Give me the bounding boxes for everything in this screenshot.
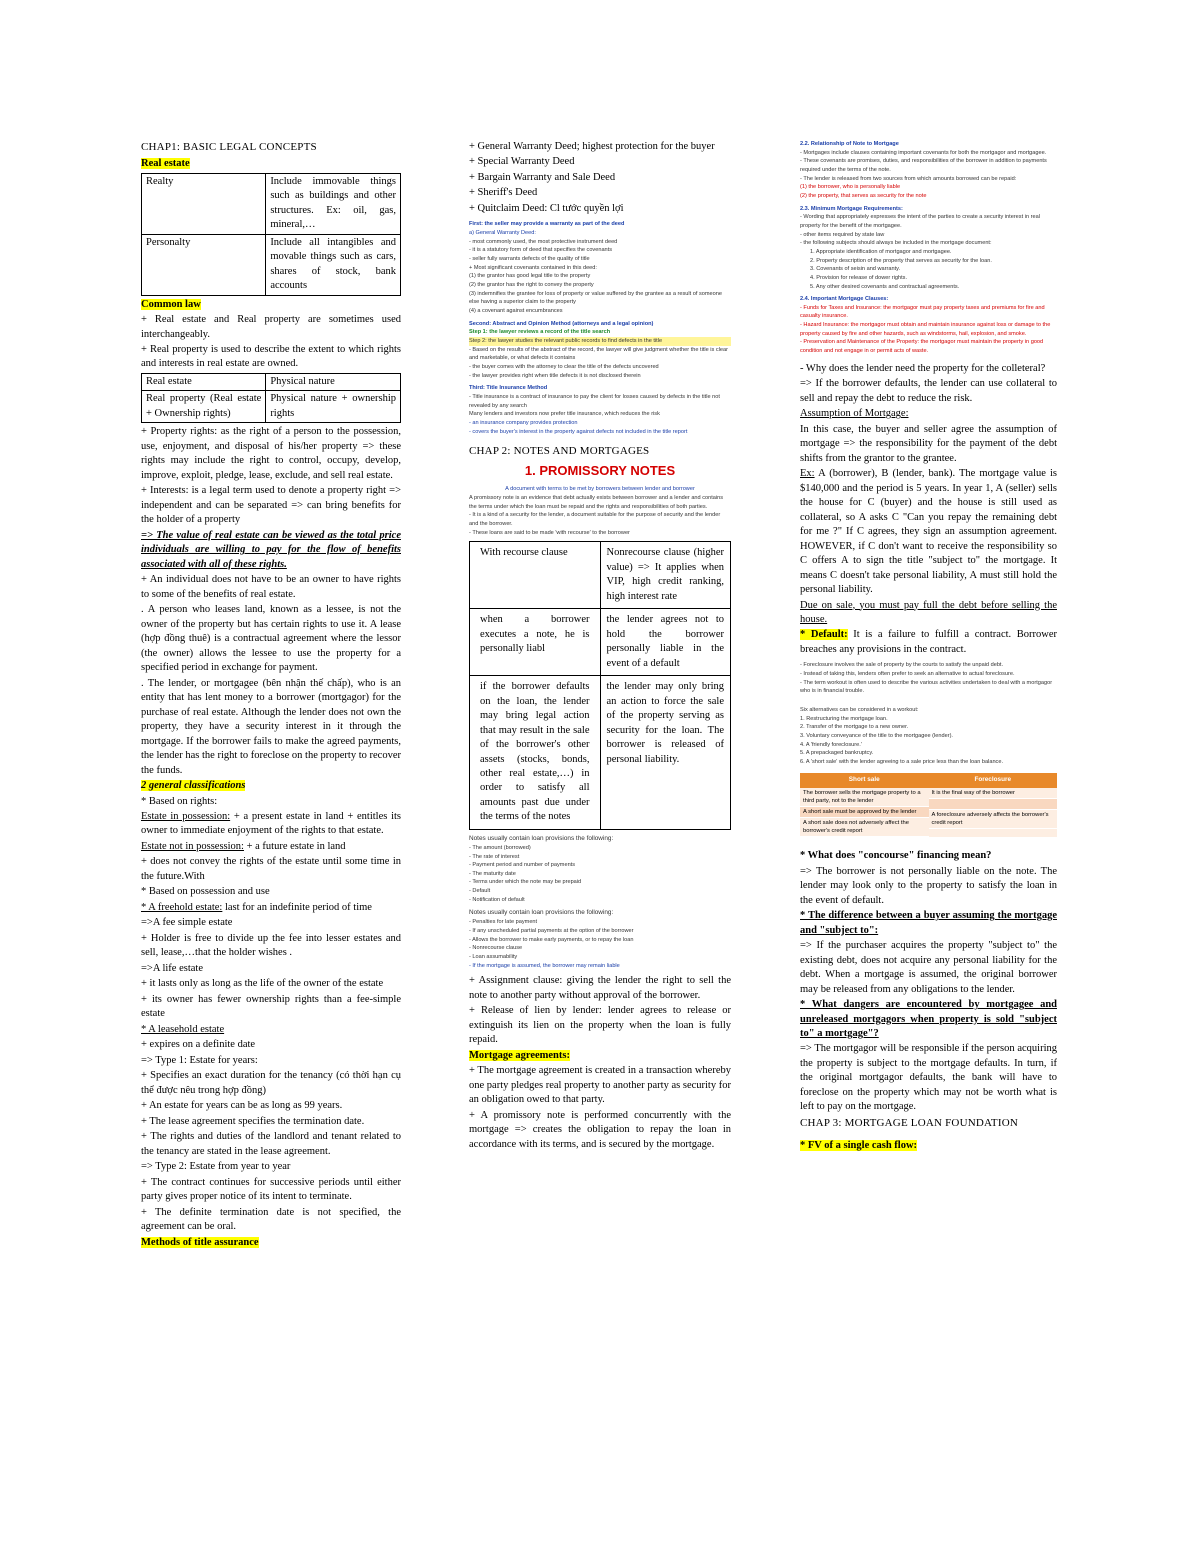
screenshot-line: - The rate of interest bbox=[469, 853, 520, 860]
table-row bbox=[142, 234, 401, 295]
short-sale-vs-foreclosure-table bbox=[800, 773, 1057, 838]
screenshot-line: a) General Warranty Deed: bbox=[469, 230, 536, 237]
screenshot-line: A document with terms to be met by borrowers between lender and borrower bbox=[505, 486, 695, 493]
paragraph bbox=[141, 840, 401, 854]
real-estate-property-table bbox=[141, 373, 401, 423]
screenshot-line: 4. Provision for release of dower rights. bbox=[810, 274, 908, 281]
screenshot-line: - Based on the results of the abstract of the record, the lawyer will give judgment whether the title is clear and marketable, or what defects it contains bbox=[469, 346, 728, 362]
paragraph-text: + a future estate in land bbox=[243, 840, 346, 852]
table-cell: Real property (Real estate + Ownership rights) bbox=[142, 391, 266, 423]
screenshot-line: - an insurance company provides protection bbox=[469, 419, 578, 426]
paragraph: * Based on possession and use bbox=[141, 886, 270, 898]
paragraph: + Real property is used to describe the extent to which rights and interests in real estate are owned. bbox=[141, 343, 401, 370]
screenshot-line: 2.2. Relationship of Note to Mortgage bbox=[800, 141, 899, 147]
screenshot-line: - most commonly used, the most protective instrument deed bbox=[469, 238, 618, 245]
screenshot-line: - The term workout is often used to describe the various activities undertaken to deal with a mortgagor who is in financial trouble. bbox=[800, 679, 1053, 695]
paragraph: In this case, the buyer and seller agree the assumption of mortgage => the responsibility for the payment of the debt shifts from the grantor to the grantee. bbox=[800, 423, 1057, 464]
screenshot-line: - Instead of taking this, lenders often prefer to seek an alternative to actual foreclosure. bbox=[800, 671, 1015, 678]
table-row: A short sale must be approved by the lender bbox=[800, 807, 929, 818]
question: * What does "concourse" financing mean? bbox=[800, 850, 992, 862]
paragraph: + Assignment clause: giving the lender the right to sell the note to another party without approval of the borrower. bbox=[469, 975, 731, 1001]
paragraph-text: It is a failure to fulfill a contract. Borrower breaches any provisions in the contract. bbox=[800, 629, 1057, 655]
table-row: A foreclosure adversely affects the borrower's credit report bbox=[929, 810, 1058, 829]
paragraph: + Holder is free to divide up the fee into lesser estates and sell, lease,…that the holder wishes . bbox=[141, 932, 401, 959]
paragraph: + The rights and duties of the landlord and tenant related to the tenancy are stated in the lease agreement. bbox=[141, 1131, 401, 1157]
foreclosure-column bbox=[929, 773, 1058, 838]
paragraph: => Type 1: Estate for years: bbox=[141, 1054, 258, 1066]
promissory-notes-screenshot bbox=[469, 485, 731, 537]
assumption-heading: Assumption of Mortgage: bbox=[800, 408, 909, 420]
paragraph: + Property rights: as the right of a person to the possession, use, enjoyment, and disposal of his/her property => these rights may include the right to control, occupy, develop, improve, exploit, pledge, lease, exclude, and sell real estate. bbox=[141, 426, 401, 481]
screenshot-line: 5. Any other desired covenants and contractual agreements. bbox=[810, 283, 960, 290]
paragraph: + Real estate and Real property are sometimes used interchangeably. bbox=[141, 314, 401, 340]
screenshot-line: - other items required by state law bbox=[800, 231, 885, 238]
paragraph: + its owner has fewer ownership rights than a fee-simple estate bbox=[141, 993, 401, 1020]
table-row: The borrower sells the mortgage property to a third party, not to the lender bbox=[800, 788, 929, 807]
table-cell: if the borrower defaults on the loan, the lender may bring legal action that may result in the sale of the borrower's other assets (stocks, bonds, other real estate,…) in order to satisfy all amounts past due under the terms of the notes bbox=[470, 676, 601, 830]
table-cell: Include all intangibles and movable things such as cars, shares of stock, bank accounts bbox=[266, 234, 401, 295]
paragraph: + A promissory note is performed concurrently with the mortgage => creates the obligation to repay the loan in accordance with its terms, and is secured by the mortgage. bbox=[469, 1109, 731, 1150]
recourse-table bbox=[469, 541, 731, 830]
screenshot-line: (2) the grantor has the right to convey the property bbox=[469, 282, 594, 289]
promissory-notes-title: 1. PROMISSORY NOTES bbox=[524, 463, 676, 479]
note-provisions-screenshot-2 bbox=[469, 908, 731, 970]
mortgage-clauses-screenshot bbox=[800, 140, 1057, 356]
table-row bbox=[142, 173, 401, 234]
paragraph-text: + a present estate in land + entitles its owner to immediate enjoyment of the rights to that estate. bbox=[141, 811, 401, 837]
screenshot-line: 1. Appropriate identification of mortgagor and mortgagee. bbox=[810, 248, 952, 255]
screenshot-line: - These loans are said to be made 'with recourse' to the borrower bbox=[469, 529, 630, 536]
screenshot-line: - These covenants are promises, duties, and responsibilities of the borrower in addition to payments required under the terms of the note. bbox=[800, 158, 1047, 173]
question: * What dangers are encountered by mortgagee and unreleased mortgagors when property is sold "subject to" a mortgage"? bbox=[800, 999, 1057, 1039]
paragraph: + does not convey the rights of the estate until some time in the future.With bbox=[141, 856, 401, 882]
paragraph: + it lasts only as long as the life of the owner of the estate bbox=[141, 978, 384, 990]
chapter-3-title: CHAP 3: MORTGAGE LOAN FOUNDATION bbox=[800, 1116, 1018, 1129]
screenshot-line: 3. Voluntary conveyance of the title to the mortgagee (lender). bbox=[800, 733, 953, 740]
column-2 bbox=[469, 140, 731, 1153]
paragraph: + Bargain Warranty and Sale Deed bbox=[469, 171, 616, 183]
screenshot-line: Six alternatives can be considered in a workout: bbox=[800, 707, 919, 714]
screenshot-line: - The amount (borrowed) bbox=[469, 844, 531, 851]
paragraph: + Quitclaim Deed: Cl tước quyền lợi bbox=[469, 202, 624, 214]
paragraph: + The definite termination date is not specified, the agreement can be oral. bbox=[141, 1206, 401, 1233]
mortgage-agreements-heading: Mortgage agreements: bbox=[469, 1049, 570, 1061]
chapter-1-title: CHAP1: BASIC LEGAL CONCEPTS bbox=[141, 141, 317, 153]
paragraph: + Special Warranty Deed bbox=[469, 156, 575, 168]
screenshot-line: 5. A prepackaged bankruptcy. bbox=[800, 750, 874, 757]
screenshot-line: 2. Transfer of the mortgage to a new owner. bbox=[800, 724, 909, 731]
chapter-2-title: CHAP 2: NOTES AND MORTGAGES bbox=[469, 445, 650, 458]
paragraph: + Specifies an exact duration for the tenancy (có thời hạn cụ thể được nêu trong hợp đồng) bbox=[141, 1070, 401, 1096]
paragraph: . The lender, or mortgagee (bên nhận thế chấp), who is an entity that has lent money to a borrower (mortgagor) for the purchase of real estate. Although the lender does not own the property, they have a security interest in it through the mortgage. If the borrower fails to make the agreed payments, the lender has the right to foreclose on the property to recover the funds. bbox=[141, 677, 401, 776]
fv-heading: * FV of a single cash flow: bbox=[800, 1140, 918, 1152]
paragraph bbox=[800, 628, 1057, 657]
screenshot-heading: Notes usually contain loan provisions the following: bbox=[469, 834, 614, 842]
column-1 bbox=[141, 140, 401, 1251]
due-on-sale-text: Due on sale, you must pay full the debt before selling the house. bbox=[800, 599, 1057, 625]
screenshot-line: 4. A 'friendly foreclosure.' bbox=[800, 741, 862, 748]
screenshot-line: - Preservation and Maintenance of the Property: the mortgagor must maintain the property in good condition and not engage in or permit acts of waste. bbox=[800, 339, 1044, 355]
screenshot-line: (4) a covenant against encumbrances bbox=[469, 307, 563, 314]
paragraph: + An individual does not have to be an owner to have rights to some of the benefits of real estate. bbox=[141, 574, 401, 600]
screenshot-line: (1) the grantor has good legal title to the property bbox=[469, 273, 591, 280]
paragraph: - Why does the lender need the property for the colleteral? bbox=[800, 362, 1046, 374]
table-row bbox=[470, 609, 731, 676]
short-sale-header: Short sale bbox=[800, 773, 929, 788]
paragraph: + An estate for years can be as long as 99 years. bbox=[141, 1100, 343, 1112]
paragraph: =>A fee simple estate bbox=[141, 917, 233, 929]
table-cell: Include immovable things such as buildings and other structures. Ex: oil, gas, mineral,… bbox=[266, 173, 401, 234]
screenshot-line: - Loan assumability bbox=[469, 954, 518, 960]
screenshot-line: Many lenders and investors now prefer title insurance, which reduces the risk bbox=[469, 411, 660, 418]
paragraph: + The lease agreement specifies the termination date. bbox=[141, 1115, 365, 1127]
screenshot-line: - Nonrecourse clause bbox=[469, 945, 523, 952]
screenshot-line: - Hazard Insurance: the mortgagor must obtain and maintain insurance against loss or damage to the property caused by fire and other hazards, such as windstorms, hail, explosion, and smoke. bbox=[800, 322, 1051, 337]
screenshot-line: 6. A 'short sale' with the lender agreeing to a sale price less than the loan balance. bbox=[800, 759, 1004, 765]
paragraph: + The contract continues for successive periods until either party gives proper notice of its intent to terminate. bbox=[141, 1176, 401, 1203]
table-cell: Real estate bbox=[142, 373, 266, 390]
table-cell: when a borrower executes a note, he is personally liabl bbox=[470, 609, 601, 676]
screenshot-line: - If any unscheduled partial payments at the option of the borrower bbox=[469, 928, 634, 935]
question: * The difference between a buyer assuming the mortgage and "subject to": bbox=[800, 910, 1057, 936]
table-cell: With recourse clause bbox=[470, 542, 601, 609]
screenshot-line: - Terms under which the note may be prepaid bbox=[469, 879, 582, 886]
screenshot-line: - Funds for Taxes and Insurance: the mortgagor must pay property taxes and premiums for fire and casualty insurance. bbox=[800, 304, 1045, 320]
screenshot-line: - It is a kind of a security for the lender, a document suitable for the purpose of security and the lender and the borrower. bbox=[469, 512, 721, 527]
freehold-label: * A freehold estate: bbox=[141, 901, 223, 913]
paragraph bbox=[141, 810, 401, 839]
screenshot-line: - Wording that appropriately expresses the intent of the parties to create a security interest in real property for the benefit of the mortgagee. bbox=[800, 214, 1040, 229]
screenshot-line: 2.3. Minimum Mortgage Requirements: bbox=[800, 205, 903, 212]
screenshot-line: - Penalties for late payment bbox=[469, 919, 538, 926]
table-row bbox=[470, 542, 731, 609]
estate-in-possession-label: Estate in possession: bbox=[141, 811, 231, 822]
paragraph: * Based on rights: bbox=[141, 795, 218, 807]
note-provisions-screenshot bbox=[469, 834, 731, 905]
table-row: It is the final way of the borrower bbox=[929, 788, 1058, 799]
screenshot-line: 2. Property description of the property that serves as security for the loan. bbox=[810, 257, 992, 264]
screenshot-line: - Title insurance is a contract of insurance to pay the client for losses caused by defects in the title not revealed by any search bbox=[469, 393, 720, 409]
table-cell: Realty bbox=[142, 173, 266, 234]
table-row: A short sale does not adversely affect the borrower's credit report bbox=[800, 818, 929, 837]
screenshot-line: - the lawyer provides right when title defects it is not disclosed therein bbox=[469, 372, 641, 379]
screenshot-line: (2) the property, that serves as security for the note bbox=[800, 192, 927, 199]
column-3 bbox=[800, 140, 1057, 1155]
paragraph: + The mortgage agreement is created in a transaction whereby one party pledges real property to another party as security for an obligation owed to that party. bbox=[469, 1065, 731, 1106]
real-estate-heading: Real estate bbox=[141, 158, 190, 170]
screenshot-line: A promissory note is an evidence that debt actually exists between borrower and a lender and contains the terms under which the loan must be repaid and the rights and responsibilities of both parties. bbox=[469, 494, 724, 510]
screenshot-line: - seller fully warrants defects of the quality of title bbox=[469, 256, 590, 263]
default-label: * Default: bbox=[800, 629, 848, 641]
paragraph: + Release of lien by lender: lender agrees to release or extinguish its lien on the property when the loan is fully repaid. bbox=[469, 1005, 731, 1046]
example-label: Ex: bbox=[800, 468, 815, 480]
common-law-heading: Common law bbox=[141, 298, 201, 310]
screenshot-line: - it is a statutory form of deed that specifies the covenants bbox=[469, 247, 613, 254]
estate-not-in-possession-label: Estate not in possession: bbox=[141, 840, 244, 852]
paragraph: + General Warranty Deed; highest protection for the buyer bbox=[469, 141, 715, 152]
screenshot-line: - covers the buyer's interest in the property against defects not included in the title report bbox=[469, 428, 688, 435]
screenshot-line: Second: Abstract and Opinion Method (attorneys and a legal opinion) bbox=[469, 320, 654, 327]
short-sale-column bbox=[800, 773, 929, 838]
screenshot-line: First: the seller may provide a warranty as part of the deed bbox=[469, 221, 625, 228]
paragraph bbox=[800, 467, 1057, 597]
screenshot-line: 1. Restructuring the mortgage loan. bbox=[800, 715, 888, 722]
screenshot-line: Step 2: the lawyer studies the relevant public records to find defects in the title bbox=[469, 337, 731, 346]
paragraph-text: A (borrower), B (lender, bank). The mortgage value is $140,000 and the period is 5 years. In year 1, A (seller) sells the house for C (buyer) and the house is still used as collateral, so A asks C "Can you repay the remaining debt for me ?" If C agrees, they sign an assumption agreement. HOWEVER, if C don't want to receive the responsibility so C offers A to sign the title "subject to" the mortgage. It means C doesn't take personal liability, A must still hold the personal liability. bbox=[800, 468, 1057, 596]
table-row bbox=[929, 799, 1058, 810]
answer: => If the purchaser acquires the property "subject to" the existing debt, does not acquire any personal liability for the debt. When a mortgage is assumed, the original borrower may be released from any obligations to the lender. bbox=[800, 940, 1057, 995]
paragraph: =>A life estate bbox=[141, 962, 203, 974]
classifications-heading: 2 general classifications bbox=[141, 780, 246, 792]
screenshot-line: - The lender is released from two sources from which amounts borrowed can be repaid: bbox=[800, 175, 1017, 182]
screenshot-line: (1) the borrower, who is personally liable bbox=[800, 184, 901, 191]
paragraph: . A person who leases land, known as a lessee, is not the owner of the property but has certain rights to use it. A lease (hợp đồng thuê) is a contractual agreement where the lessor (the owner) allows the lessee to use the property for a specified period in exchange for payment. bbox=[141, 604, 401, 674]
title-assurance-screenshot bbox=[469, 220, 731, 436]
table-cell: the lender agrees not to hold the borrower personally liable in the event of a default bbox=[600, 609, 731, 676]
table-cell: the lender may only bring an action to force the sale of the property serving as security for the loan. The borrower is released of personal liability. bbox=[600, 676, 731, 830]
table-row bbox=[142, 373, 401, 390]
workout-alternatives-screenshot bbox=[800, 706, 1057, 767]
screenshot-line: (3) indemnifies the grantee for loss of property or value suffered by the grantee as a result of someone else having a superior claim to the property bbox=[469, 290, 722, 306]
paragraph: + expires on a definite date bbox=[141, 1039, 256, 1051]
paragraph-emphasis: => The value of real estate can be viewed as the total price individuals are willing to pay for the flow of benefits associated with all of these rights. bbox=[141, 529, 401, 570]
table-cell: Personalty bbox=[142, 234, 266, 295]
table-row bbox=[142, 391, 401, 423]
screenshot-line: - Payment period and number of payments bbox=[469, 862, 576, 869]
foreclosure-screenshot bbox=[800, 661, 1057, 696]
table-row bbox=[470, 676, 731, 830]
table-cell: Nonrecourse clause (higher value) => It applies when VIP, high credit ranking, high interest rate bbox=[600, 542, 731, 609]
screenshot-line: + Most significant covenants contained in this deed: bbox=[469, 264, 597, 271]
paragraph: + Sheriff's Deed bbox=[469, 187, 538, 199]
realty-personalty-table bbox=[141, 173, 401, 296]
screenshot-line: - Allows the borrower to make early payments, or to repay the loan bbox=[469, 936, 634, 943]
screenshot-line: - The maturity date bbox=[469, 870, 516, 877]
screenshot-line: Step 1: the lawyer reviews a record of the title search bbox=[469, 329, 611, 336]
screenshot-line: - the following subjects should always be included in the mortgage document: bbox=[800, 240, 992, 247]
paragraph-text: last for an indefinite period of time bbox=[222, 901, 372, 913]
screenshot-line: 3. Covenants of seisin and warranty. bbox=[810, 266, 901, 273]
table-cell: Physical nature + ownership rights bbox=[266, 391, 401, 423]
leasehold-label: * A leasehold estate bbox=[141, 1023, 225, 1035]
screenshot-line: - Mortgages include clauses containing important covenants for both the mortgagor and mortgagee. bbox=[800, 149, 1047, 156]
paragraph bbox=[141, 901, 401, 915]
answer: => The borrower is not personally liable on the note. The lender may look only to the property to satisfy the loan in the event of default. bbox=[800, 865, 1057, 906]
screenshot-line: 2.4. Important Mortgage Clauses: bbox=[800, 296, 889, 303]
methods-heading: Methods of title assurance bbox=[141, 1236, 259, 1248]
screenshot-line: - If the mortgage is assumed, the borrower may remain liable bbox=[469, 962, 620, 969]
answer: => The mortgagor will be responsible if the person acquiring the property is subject to the mortgage defaults. In turn, if the original mortgagor defaults, the bank will have to foreclose on the property which may not be worth what is left to pay on the mortgage. bbox=[800, 1043, 1057, 1113]
foreclosure-header: Foreclosure bbox=[929, 773, 1058, 788]
paragraph: => Type 2: Estate from year to year bbox=[141, 1161, 291, 1173]
screenshot-line: - Foreclosure involves the sale of property by the courts to satisfy the unpaid debt. bbox=[800, 662, 1004, 669]
table-cell: Physical nature bbox=[266, 373, 401, 390]
screenshot-line: Third: Title Insurance Method bbox=[469, 385, 548, 392]
screenshot-line: - the buyer comes with the attorney to clear the title of the defects uncovered bbox=[469, 363, 659, 370]
paragraph: => If the borrower defaults, the lender can use collateral to sell and repay the debt to reduce the risk. bbox=[800, 378, 1057, 404]
screenshot-line: - Notification of default bbox=[469, 896, 525, 903]
screenshot-line: - Default bbox=[469, 888, 491, 895]
screenshot-heading: Notes usually contain loan provisions the following: bbox=[469, 909, 614, 917]
paragraph: + Interests: is a legal term used to denote a property right => independent and can be separated => can bring benefits for the holder of a property bbox=[141, 485, 401, 526]
